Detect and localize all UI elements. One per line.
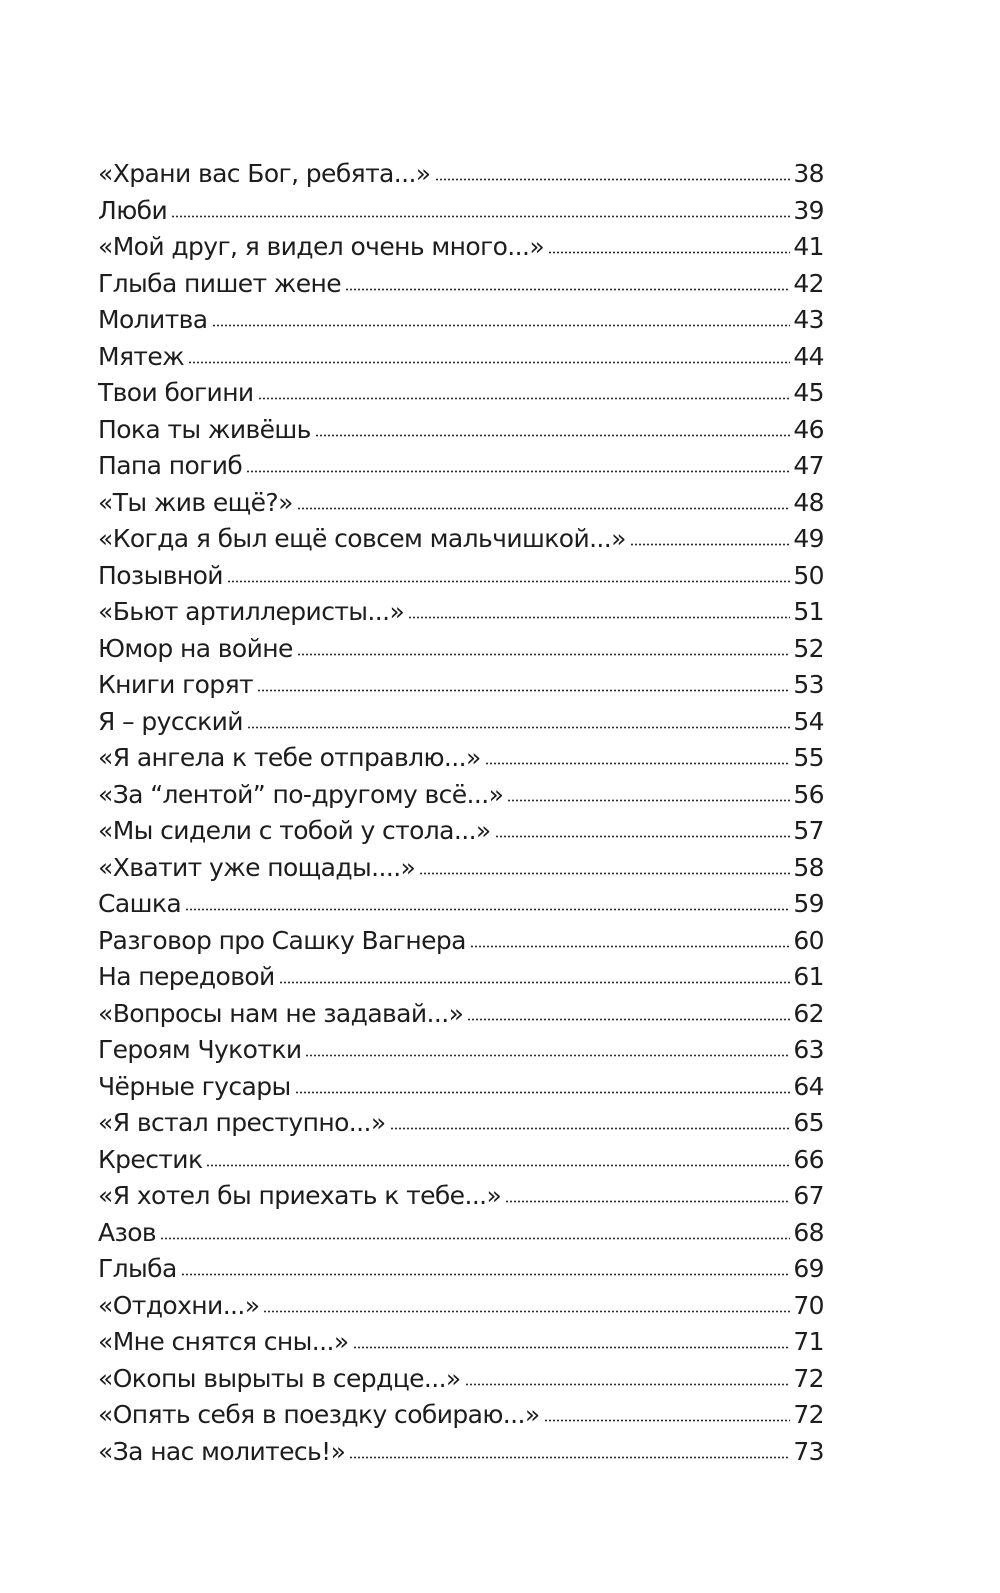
- dot-leader: [160, 1237, 790, 1240]
- toc-entry-title: «Мы сидели с тобой у стола...»: [98, 816, 491, 845]
- toc-entry-title: «Я встал преступно...»: [98, 1108, 386, 1137]
- dot-leader: [353, 1346, 791, 1349]
- dot-leader: [505, 1200, 790, 1203]
- toc-entry[interactable]: [98, 521, 824, 558]
- toc-entry[interactable]: [98, 1397, 824, 1434]
- toc-entry[interactable]: [98, 631, 824, 668]
- toc-entry-page: 55: [793, 743, 824, 772]
- toc-entry-title: Я – русский: [98, 706, 243, 736]
- toc-entry-title: Героям Чукотки: [98, 1035, 302, 1064]
- toc-entry[interactable]: [98, 375, 824, 412]
- dot-leader: [227, 580, 790, 583]
- dot-leader: [349, 1456, 790, 1459]
- toc-entry-page: 71: [793, 1327, 824, 1356]
- toc-entry[interactable]: [98, 923, 824, 960]
- toc-entry-page: 67: [793, 1181, 824, 1210]
- toc-entry-page: 66: [793, 1144, 824, 1174]
- dot-leader: [188, 361, 790, 364]
- toc-entry[interactable]: [98, 266, 824, 303]
- dot-leader: [171, 215, 790, 218]
- dot-leader: [212, 324, 791, 327]
- toc-entry-page: 41: [793, 232, 824, 261]
- toc-entry[interactable]: [98, 704, 824, 741]
- dot-leader: [258, 397, 791, 400]
- toc-entry-title: «Когда я был ещё совсем мальчишкой...»: [98, 524, 626, 553]
- toc-entry[interactable]: [98, 1032, 824, 1069]
- toc-entry-page: 72: [793, 1400, 824, 1429]
- dot-leader: [419, 872, 790, 875]
- toc-entry-title: Юмор на войне: [98, 633, 293, 663]
- toc-entry[interactable]: [98, 1434, 824, 1471]
- dot-leader: [279, 981, 791, 984]
- toc-entry[interactable]: [98, 229, 824, 266]
- dot-leader: [435, 178, 791, 181]
- dot-leader: [257, 689, 790, 692]
- toc-entry-page: 44: [793, 341, 824, 371]
- toc-entry-title: «Хватит уже пощады....»: [98, 852, 416, 882]
- dot-leader: [263, 1310, 790, 1313]
- toc-entry-title: «Опять себя в поездку собираю...»: [98, 1400, 540, 1429]
- toc-entry-page: 53: [793, 670, 824, 699]
- dot-leader: [485, 762, 791, 765]
- toc-entry-page: 46: [793, 414, 824, 444]
- dot-leader: [507, 799, 790, 802]
- toc-entry-page: 65: [793, 1108, 824, 1137]
- toc-entry[interactable]: [98, 777, 824, 814]
- toc-entry-title: Крестик: [98, 1144, 203, 1174]
- dot-leader: [185, 908, 790, 911]
- dot-leader: [495, 835, 791, 838]
- toc-entry[interactable]: [98, 302, 824, 339]
- toc-entry-page: 54: [793, 706, 824, 736]
- toc-entry-page: 59: [793, 889, 824, 918]
- toc-entry-page: 45: [793, 378, 824, 407]
- toc-entry-page: 42: [793, 268, 824, 298]
- dot-leader: [315, 434, 791, 437]
- toc-entry-title: «За “лентой” по-другому всё...»: [98, 779, 504, 809]
- toc-entry[interactable]: [98, 558, 824, 595]
- toc-entry-title: Глыба пишет жене: [98, 268, 342, 298]
- toc-entry-title: Разговор про Сашку Вагнера: [98, 925, 466, 955]
- toc-entry[interactable]: [98, 740, 824, 777]
- toc-entry-page: 47: [793, 451, 824, 480]
- toc-entry-title: «Вопросы нам не задавай...»: [98, 998, 464, 1028]
- toc-entry-page: 56: [793, 779, 824, 809]
- toc-entry-title: Молитва: [98, 305, 208, 334]
- toc-entry[interactable]: [98, 667, 824, 704]
- toc-entry-title: Твои богини: [98, 378, 254, 407]
- toc-entry-page: 50: [793, 560, 824, 590]
- toc-entry-page: 57: [793, 816, 824, 845]
- toc-entry-page: 51: [793, 597, 824, 626]
- dot-leader: [305, 1054, 790, 1057]
- toc-entry[interactable]: [98, 412, 824, 449]
- toc-entry-title: «Отдохни...»: [98, 1290, 260, 1320]
- toc-entry-title: Пока ты живёшь: [98, 414, 311, 444]
- toc-entry-title: Люби: [98, 195, 168, 225]
- toc-entry-title: «Мой друг, я видел очень много...»: [98, 232, 545, 261]
- toc-entry-title: Азов: [98, 1217, 157, 1247]
- toc-entry[interactable]: [98, 996, 824, 1033]
- toc-entry-page: 73: [793, 1436, 824, 1466]
- toc-entry-page: 49: [793, 524, 824, 553]
- toc-entry-title: Глыба: [98, 1254, 177, 1283]
- toc-entry-page: 70: [793, 1290, 824, 1320]
- toc-entry-page: 43: [793, 305, 824, 334]
- dot-leader: [630, 543, 791, 546]
- toc-entry-title: «Бьют артиллеристы...»: [98, 597, 405, 626]
- dot-leader: [181, 1273, 791, 1276]
- toc-entry[interactable]: [98, 448, 824, 485]
- toc-entry[interactable]: [98, 1251, 824, 1288]
- toc-entry-title: Позывной: [98, 560, 223, 590]
- toc-entry[interactable]: [98, 1142, 824, 1179]
- dot-leader: [297, 653, 791, 656]
- toc-entry-title: На передовой: [98, 962, 275, 991]
- toc-entry-title: Книги горят: [98, 670, 253, 699]
- toc-entry-page: 68: [793, 1217, 824, 1247]
- toc-entry[interactable]: [98, 1361, 824, 1398]
- toc-entry-page: 61: [793, 962, 824, 991]
- toc-entry-page: 38: [793, 159, 824, 188]
- toc-entry-title: «Я хотел бы приехать к тебе...»: [98, 1181, 502, 1210]
- dot-leader: [206, 1164, 790, 1167]
- toc-entry-title: Папа погиб: [98, 451, 243, 480]
- toc-entry-title: «Мне снятся сны...»: [98, 1327, 349, 1356]
- toc-entry[interactable]: [98, 339, 824, 376]
- toc-entry-title: «Окопы вырыты в сердце...»: [98, 1363, 461, 1393]
- toc-entry[interactable]: [98, 485, 824, 522]
- toc-entry[interactable]: [98, 813, 824, 850]
- dot-leader: [246, 470, 790, 473]
- toc-entry[interactable]: [98, 1105, 824, 1142]
- toc-entry-title: Мятеж: [98, 341, 185, 371]
- dot-leader: [390, 1127, 791, 1130]
- toc-entry[interactable]: [98, 886, 824, 923]
- toc-entry[interactable]: [98, 959, 824, 996]
- toc-entry[interactable]: [98, 156, 824, 193]
- toc-entry-page: 39: [793, 195, 824, 225]
- dot-leader: [408, 616, 790, 619]
- toc-entry-page: 69: [793, 1254, 824, 1283]
- toc-entry[interactable]: [98, 1324, 824, 1361]
- dot-leader: [548, 251, 790, 254]
- toc-entry-page: 72: [793, 1363, 824, 1393]
- toc-entry-page: 62: [793, 998, 824, 1028]
- table-of-contents: [98, 156, 824, 1470]
- toc-entry[interactable]: [98, 1215, 824, 1252]
- toc-entry-title: «Храни вас Бог, ребята...»: [98, 159, 431, 188]
- dot-leader: [467, 1018, 790, 1021]
- toc-entry-page: 63: [793, 1035, 824, 1064]
- dot-leader: [295, 1091, 791, 1094]
- dot-leader: [465, 1383, 791, 1386]
- toc-entry[interactable]: [98, 193, 824, 230]
- dot-leader: [297, 507, 791, 510]
- toc-entry-page: 64: [793, 1071, 824, 1101]
- toc-entry[interactable]: [98, 1069, 824, 1106]
- toc-entry-page: 60: [793, 925, 824, 955]
- toc-entry-title: Чёрные гусары: [98, 1071, 291, 1101]
- toc-entry-page: 52: [793, 633, 824, 663]
- toc-entry[interactable]: [98, 850, 824, 887]
- toc-entry-title: «Ты жив ещё?»: [98, 487, 293, 517]
- dot-leader: [247, 726, 790, 729]
- dot-leader: [345, 288, 790, 291]
- toc-entry-title: «За нас молитесь!»: [98, 1436, 346, 1466]
- toc-entry[interactable]: [98, 1178, 824, 1215]
- dot-leader: [470, 945, 791, 948]
- dot-leader: [544, 1419, 791, 1422]
- toc-entry[interactable]: [98, 594, 824, 631]
- toc-entry[interactable]: [98, 1288, 824, 1325]
- toc-entry-title: Сашка: [98, 889, 182, 918]
- toc-entry-page: 48: [793, 487, 824, 517]
- toc-entry-page: 58: [793, 852, 824, 882]
- toc-entry-title: «Я ангела к тебе отправлю...»: [98, 743, 481, 772]
